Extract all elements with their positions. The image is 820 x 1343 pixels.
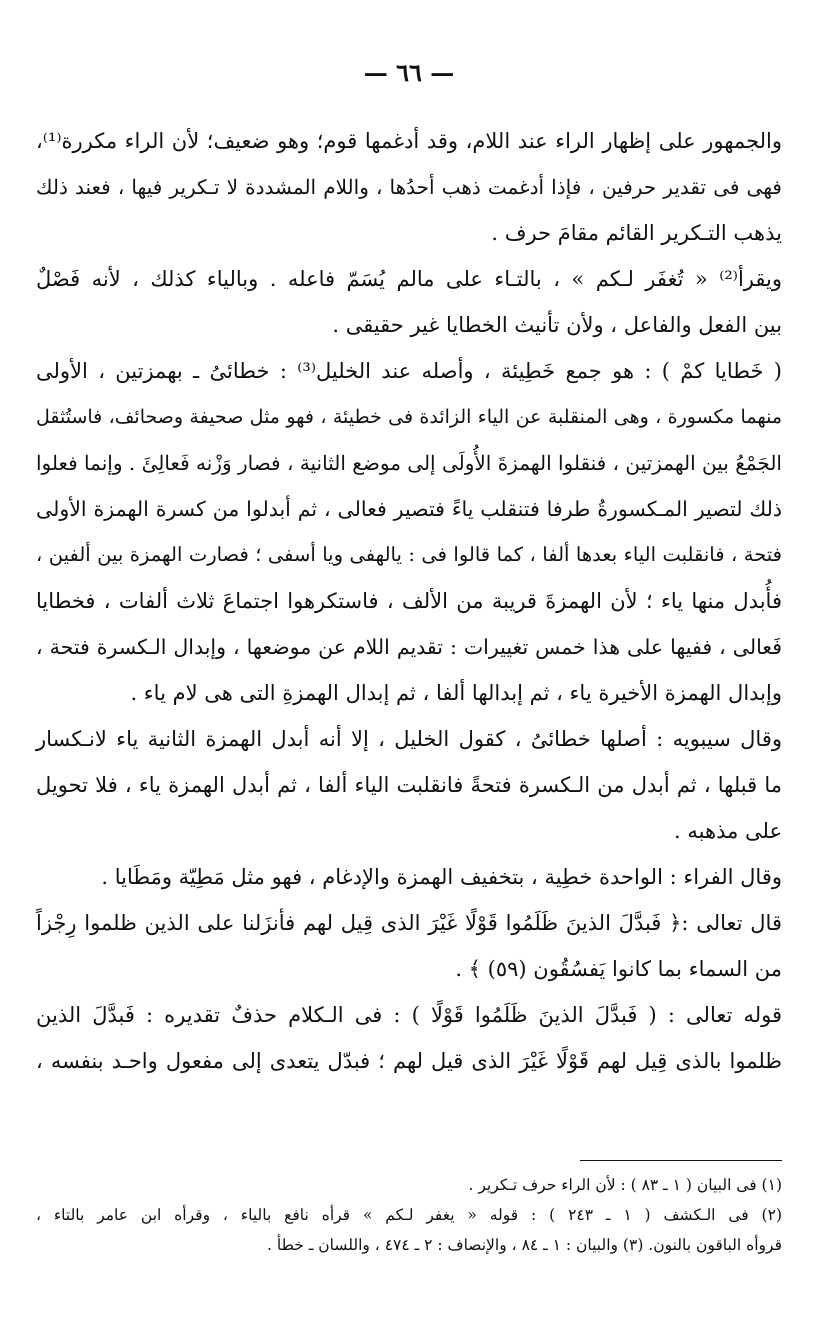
- text-line: منهما مكسورة ، وهى المنقلبة عن الياء الزائدة فى خطيئة ، فهو مثل صحيفة وصحائف، فاستُثقل: [36, 406, 782, 428]
- text-line: ( خَطايا كمْ ) : هو جمع خَطِيئة ، وأصله عند الخليل⁽³⁾ : خطائىُ ـ بهمزتين ، الأولى: [36, 359, 782, 383]
- text-line: الجَمْعُ بين الهمزتين ، فنقلوا الهمزةَ الأُولَى إلى موضع الثانية ، فصار وَزْنه فَعالِئَ . وإنما فعلوا: [35, 451, 782, 475]
- text-line: ويقرأ⁽²⁾ « تُغفَر لـكم » ، بالتـاء على مالم يُسَمّ فاعله . وبالياء كذلك ، لأنه فَصْلٌ: [36, 267, 782, 291]
- text-line: فتحة ، فانقلبت الياء بعدها ألفا ، كما قالوا فى : يالهفى ويا أسفى ؛ فصارت الهمزة بين ألفين ،: [36, 543, 782, 566]
- page-number: — ٦٦ —: [363, 58, 455, 87]
- text-line: قال تعالى :﴿ فَبدَّلَ الذينَ ظَلَمُوا قَوْلًا غَيْرَ الذى قِيل لهم فأنزَلنا على الذين ظلموا رِجْزاً: [36, 911, 782, 935]
- text-line: وقال الفراء : الواحدة خطِية ، بتخفيف الهمزة والإدغام ، فهو مثل مَطِيّة ومَطَايا .: [101, 865, 782, 889]
- text-line: ذلك لتصير المـكسورةُ طرفا فتنقلب ياءً فتصير فعالى ، ثم أبدلوا من كسرة الهمزة الأولى: [36, 497, 782, 521]
- text-line: والجمهور على إظهار الراء عند اللام، وقد أدغمها قوم؛ وهو ضعيف؛ لأن الراء مكررة⁽¹⁾،: [36, 129, 782, 153]
- footnote-line: (١) فى البيان ( ١ ـ ٨٣ ) : لأن الراء حرف تـكرير .: [468, 1176, 782, 1194]
- text-line: بين الفعل والفاعل ، ولأن تأنيث الخطايا غير حقيقى .: [332, 313, 782, 337]
- text-line: من السماء بما كانوا يَفسُقُون (٥٩) ﴾ .: [455, 957, 782, 981]
- footnote-line: (٢) فى الـكشف ( ١ ـ ٢٤٣ ) : قوله « يغفر لـكم » قرأه نافع بالياء ، وقرأه ابن عامر بالتاء ،: [36, 1206, 782, 1224]
- text-line: فهى فى تقدير حرفين ، فإذا أدغمت ذهب أحدُها ، واللام المشددة لا تـكرير فيها ، فعند ذلك: [36, 175, 782, 199]
- footnote-line: قروأه الباقون بالنون. (٣) والبيان : ١ ـ ٨٤ ، والإنصاف : ٢ ـ ٤٧٤ ، واللسان ـ خطأ .: [267, 1236, 782, 1254]
- text-line: فَعالى ، ففيها على هذا خمس تغييرات : تقديم اللام عن موضعها ، وإبدال الـكسرة فتحة ،: [36, 635, 782, 659]
- text-line: قوله تعالى : ( فَبدَّلَ الذينَ ظَلَمُوا قَوْلًا ) : فى الـكلام حذفٌ تقديره : فَبدَّلَ الذين: [36, 1003, 782, 1027]
- text-line: فأُبدل منها ياء ؛ لأن الهمزةَ قريبة من الألف ، فاستكرهوا اجتماعَ ثلاث ألفات ، فخطايا: [36, 589, 782, 613]
- text-line: على مذهبه .: [674, 819, 782, 843]
- text-line: ما قبلها ، ثم أبدل من الـكسرة فتحةً فانقلبت الياء ألفا ، ثم أبدل الهمزة ياء ، فلا تحويل: [36, 773, 782, 797]
- text-line: ظلموا بالذى قِيل لهم قَوْلًا غَيْرَ الذى قيل لهم ؛ فبدّل يتعدى إلى مفعول واحـد بنفسه ،: [36, 1049, 782, 1073]
- footnote-divider: [580, 1160, 782, 1161]
- text-line: وإبدال الهمزة الأخيرة ياء ، ثم إبدالها ألفا ، ثم إبدال الهمزةِ التى هى لام ياء .: [130, 681, 782, 705]
- book-page: [36, 0, 782, 1343]
- body-text: [36, 118, 782, 1084]
- text-line: وقال سيبويه : أصلها خطائىُ ، كقول الخليل ، إلا أنه أبدل الهمزة الثانية ياء لانـكسار: [36, 727, 782, 751]
- text-line: يذهب التـكرير القائم مقامَ حرف .: [491, 221, 782, 245]
- footnotes: [36, 1170, 782, 1260]
